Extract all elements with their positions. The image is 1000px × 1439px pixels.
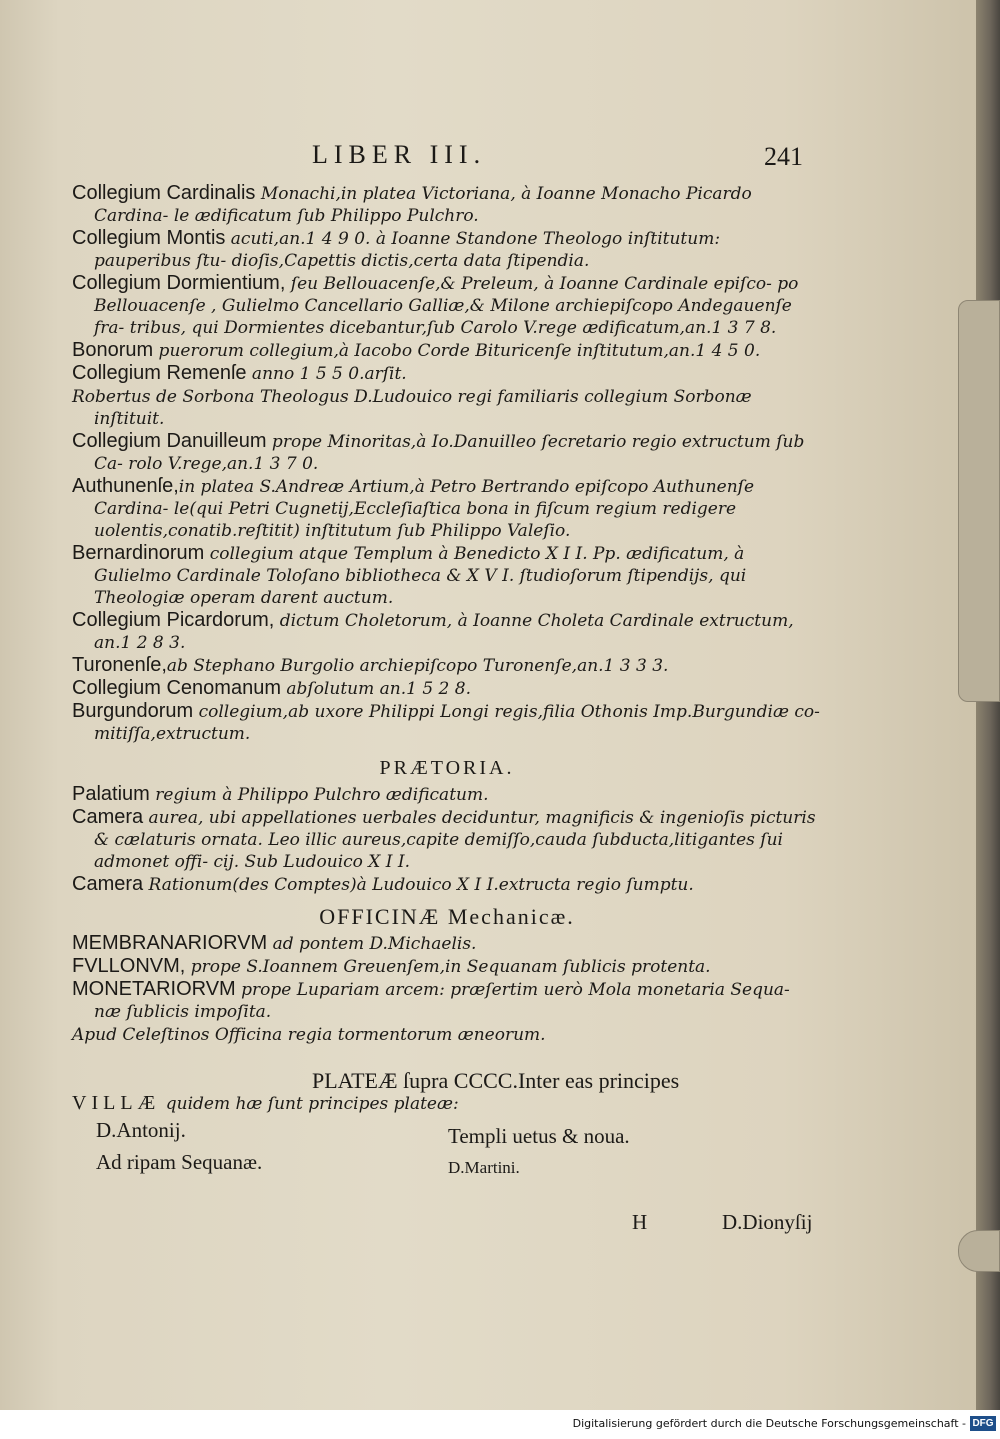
officinae-heading: OFFICINÆ Mechanicæ. — [319, 904, 575, 929]
collegium-entry-lead: Turonenſe, — [72, 654, 167, 676]
catchword: D.Dionyſij — [722, 1210, 813, 1234]
praetoria-entry — [72, 806, 822, 873]
streets-block — [72, 1115, 822, 1234]
officina-entry — [72, 932, 822, 955]
collegium-entry-text: acuti,an.1 4 9 0. à Ioanne Standone Theologo inſtitutum: pauperibus ſtu- dioſis,Capettis dictis,certa data ſtipendia. — [94, 229, 721, 271]
signature-mark: H — [632, 1210, 648, 1234]
officina-entry-text: Apud Celeſtinos Officina regia tormentorum æneorum. — [72, 1025, 546, 1045]
praetoria-entry-lead: Camera — [72, 806, 144, 828]
collegium-entry-text: prope Minoritas,à Io.Danuilleo ſecretario regio extructum ſub Ca- rolo V.rege,an.1 3 7 0. — [94, 432, 805, 474]
dfg-logo: DFG — [970, 1416, 996, 1431]
collegium-entry-text: collegium,ab uxore Philippi Longi regis,filia Othonis Imp.Burgundiæ co- mitiſſa,extructum. — [94, 702, 820, 744]
praetoria-entry-text: Rationum(des Comptes)à Ludouico X I I.extructa regio ſumptu. — [143, 875, 694, 895]
villae-rest: quidem hæ ſunt principes plateæ: — [160, 1094, 459, 1114]
footer-credit: Digitalisierung gefördert durch die Deutsche Forschungsgemeinschaft - — [572, 1417, 966, 1430]
collegium-entry-lead: Collegium Danuilleum — [72, 430, 267, 452]
praetoria-entry — [72, 873, 822, 896]
officina-entry-lead: MONETARIORVM — [72, 978, 236, 1000]
collegium-entry — [72, 430, 822, 475]
collegium-entry-text: anno 1 5 5 0.arſit. — [246, 364, 407, 384]
villae-lead: VILLÆ — [72, 1092, 161, 1114]
running-head — [72, 138, 822, 182]
collegium-entry — [72, 654, 822, 677]
collegium-entry — [72, 227, 822, 272]
collegium-entry-lead: Collegium Picardorum, — [72, 609, 275, 631]
praetoria-heading: PRÆTORIA. — [379, 757, 515, 779]
officina-entry-text: prope Lupariam arcem: præſertim uerò Mola monetaria Sequa- næ ſublicis impoſita. — [94, 980, 790, 1022]
page-tab-lower — [958, 1230, 1000, 1272]
page-number: 241 — [764, 142, 803, 171]
street-templi: Templi uetus & noua. — [448, 1124, 630, 1148]
collegium-entry — [72, 385, 822, 430]
collegium-entry — [72, 700, 822, 745]
collegium-entry-lead: Collegium Dormientium, — [72, 272, 286, 294]
running-title: LIBER III. — [312, 140, 487, 169]
collegium-entry-text: abſolutum an.1 5 2 8. — [280, 679, 471, 699]
collegium-entry-text: puerorum collegium,à Iacobo Corde Bituricenſe inſtitutum,an.1 4 5 0. — [153, 341, 761, 361]
officina-entry — [72, 978, 822, 1023]
collegium-entry-lead: Bernardinorum — [72, 542, 205, 564]
street-martini: D.Martini. — [448, 1158, 520, 1177]
officina-entry-text: prope S.Ioannem Greuenſem,in Sequanam ſublicis protenta. — [185, 957, 711, 977]
street-ripa-sequanae: Ad ripam Sequanæ. — [96, 1150, 263, 1174]
plateae-heading: PLATEÆ ſupra CCCC.Inter eas principes — [312, 1068, 680, 1093]
praetoria-list — [72, 783, 822, 896]
praetoria-entry-lead: Palatium — [72, 783, 150, 805]
book-edge — [976, 0, 1000, 1410]
praetoria-entry-text: regium à Philippo Pulchro ædificatum. — [149, 785, 489, 805]
collegium-entry-lead: Collegium Remenſe — [72, 362, 247, 384]
collegium-entry — [72, 362, 822, 385]
page-tab-upper — [958, 300, 1000, 702]
officina-entry-lead: FVLLONVM, — [72, 955, 186, 977]
officina-entry — [72, 1023, 822, 1046]
officinae-list — [72, 932, 822, 1046]
officina-entry — [72, 955, 822, 978]
collegium-entry — [72, 609, 822, 654]
collegium-entry-text: Robertus de Sorbona Theologus D.Ludouico regi familiaris collegium Sorbonæ inſtituit. — [72, 387, 752, 429]
praetoria-entry-lead: Camera — [72, 873, 144, 895]
collegia-list — [72, 182, 822, 745]
collegium-entry — [72, 339, 822, 362]
villae-line — [72, 1092, 822, 1115]
collegium-entry-lead: Collegium Cardinalis — [72, 182, 256, 204]
collegium-entry — [72, 182, 822, 227]
collegium-entry-lead: Burgundorum — [72, 700, 194, 722]
collegium-entry-text: in platea S.Andreæ Artium,à Petro Bertrando epiſcopo Authunenſe Cardina- le(qui Petri Cugnetij,Eccleſiaſtica bona in fiſcum regium redigere uolentis,conatib.reſtitit) inſtitutum ſub Philippo Valeſio. — [94, 477, 755, 541]
collegium-entry-lead: Authunenſe, — [72, 475, 179, 497]
collegium-entry-text: ab Stephano Burgolio archiepiſcopo Turonenſe,an.1 3 3 3. — [166, 656, 669, 676]
collegium-entry — [72, 272, 822, 339]
collegium-entry — [72, 542, 822, 609]
collegium-entry-text: collegium atque Templum à Benedicto X I I. Pp. ædificatum, à Gulielmo Cardinale Toloſano bibliotheca & X V I. ſtudioſorum ſtipendijs, qui Theologiæ operam darent auctum. — [94, 544, 747, 608]
collegium-entry — [72, 475, 822, 542]
footer-bar — [0, 1410, 1000, 1439]
collegium-entry-lead: Collegium Cenomanum — [72, 677, 281, 699]
officina-entry-text: ad pontem D.Michaelis. — [267, 934, 477, 954]
street-antonii: D.Antonij. — [96, 1118, 186, 1142]
praetoria-entry-text: aurea, ubi appellationes uerbales deciduntur, magnificis & ingenioſis picturis & cælaturis ornata. Leo illic aureus,capite demiſſo,cauda ſubducta,litigantes ſui admonet offi- cij. Sub Ludouico X I I. — [94, 808, 816, 872]
officina-entry-lead: MEMBRANARIORVM — [72, 932, 268, 954]
collegium-entry-text: dictum Choletorum, à Ioanne Choleta Cardinale extructum, an.1 2 8 3. — [94, 611, 794, 653]
collegium-entry-lead: Collegium Montis — [72, 227, 226, 249]
collegium-entry-text: ſeu Bellouacenſe,& Preleum, à Ioanne Cardinale epiſco- po Bellouacenſe , Gulielmo Cancellario Galliæ,& Milone archiepiſcopo Andegauenſe fra- tribus, qui Dormientes dicebantur,ſub Carolo V.rege ædificatum,an.1 3 7 8. — [94, 274, 799, 338]
praetoria-entry — [72, 783, 822, 806]
collegium-entry-text: Monachi,in platea Victoriana, à Ioanne Monacho Picardo Cardina- le ædificatum ſub Philippo Pulchro. — [94, 184, 752, 226]
collegium-entry-lead: Bonorum — [72, 339, 154, 361]
collegium-entry — [72, 677, 822, 700]
page-text — [72, 138, 822, 1234]
